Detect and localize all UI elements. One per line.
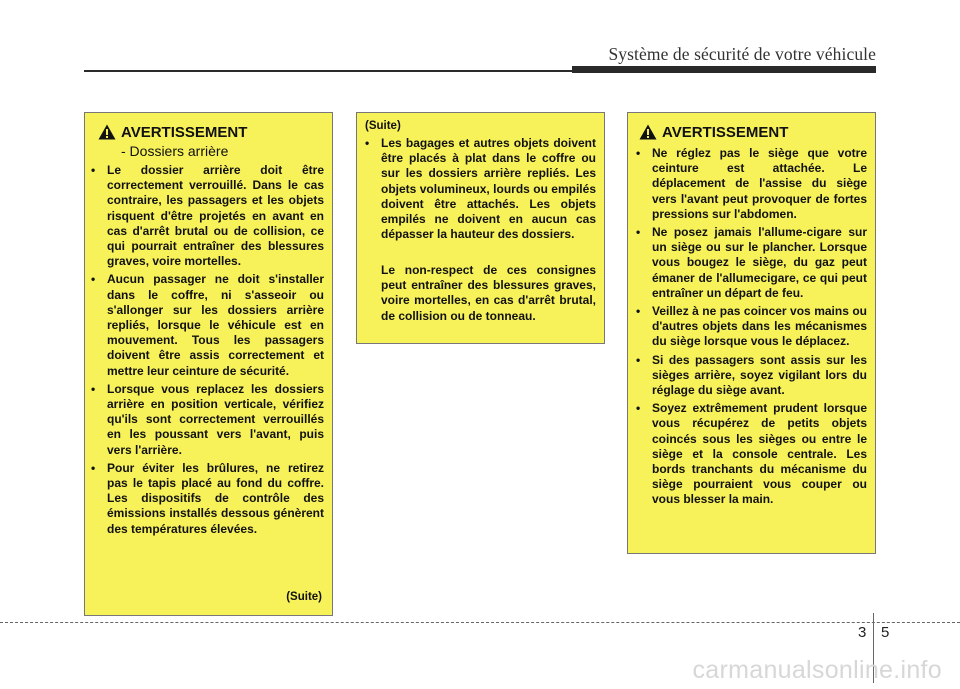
continued-label: (Suite) — [286, 591, 322, 603]
list-item: • Si des passagers sont assis sur les sièges arrière, soyez vigilant lors du réglage du siège avant. — [636, 353, 867, 399]
warning-heading: AVERTISSEMENT — [121, 124, 248, 141]
page-number: 5 — [881, 624, 890, 641]
list-item: • Soyez extrêmement prudent lorsque vous récupérez de petits objets coincés sous les sièges ou entre le siège et la console centrale. Les bords tranchants du mécanisme du siège pourraient vous couper ou vous blesser la main. — [636, 401, 867, 507]
header-rule — [84, 70, 574, 72]
continued-label: (Suite) — [365, 120, 401, 132]
footer-rule — [0, 622, 960, 623]
list-item: • Ne posez jamais l'allume-cigare sur un siège ou sur le plancher. Lorsque vous bougez le siège, du gaz peut émaner de l'allumecigare, ce qui peut entraîner un départ de feu. — [636, 225, 867, 301]
list-item: • Aucun passager ne doit s'installer dans le coffre, ni s'asseoir ou s'allonger sur les dossiers arrière repliés, lorsque le véhicule est en mouvement. Tous les passagers doivent être assis correctement et mettre leur ceinture de sécurité. — [91, 272, 324, 378]
chapter-number: 3 — [858, 624, 867, 641]
warning-paragraph: Le non-respect de ces consignes peut entraîner des blessures graves, voire mortelles, en cas d'arrêt brutal, de collision ou de tonneau. — [381, 263, 596, 323]
watermark: carmanualsonline.info — [692, 656, 942, 684]
list-item: • Ne réglez pas le siège que votre ceinture est attachée. Le déplacement de l'assise du siège vers l'avant peut provoquer de fortes pressions sur l'abdomen. — [636, 146, 867, 222]
warning-heading: AVERTISSEMENT — [662, 124, 789, 141]
warning-triangle-icon — [98, 124, 116, 140]
warning-box-continued — [356, 112, 605, 344]
page-header-title: Système de sécurité de votre véhicule — [608, 44, 876, 64]
warning-list — [91, 163, 324, 540]
warning-subheading: - Dossiers arrière — [121, 143, 229, 159]
header-rule-thick — [572, 66, 876, 73]
list-item: • Pour éviter les brûlures, ne retirez pas le tapis placé au fond du coffre. Les dispositifs de contrôle des émissions installés dessous génèrent des températures élevées. — [91, 461, 324, 537]
list-item: • Les bagages et autres objets doivent être placés à plat dans le coffre ou sur les dossiers arrière repliés. Les objets volumineux, lourds ou empilés doivent être attachés. Les objets empilés ne doivent en aucun cas dépasser la hauteur des dossiers. — [365, 136, 596, 242]
warning-list — [636, 146, 867, 511]
list-item: • Le dossier arrière doit être correctement verrouillé. Dans le cas contraire, les passagers et les objets risquent d'être projetés en avant en cas d'arrêt brutal ou de collision, ce qui pourrait entraîner des blessures graves, voire mortelles. — [91, 163, 324, 269]
warning-box-seat-adjustment — [627, 112, 876, 554]
warning-triangle-icon — [639, 124, 657, 140]
list-item: • Lorsque vous replacez les dossiers arrière en position verticale, vérifiez qu'ils sont correctement verrouillés en les poussant vers l'avant, puis vers l'arrière. — [91, 382, 324, 458]
warning-box-rear-seatbacks — [84, 112, 333, 616]
list-item: • Veillez à ne pas coincer vos mains ou d'autres objets dans les mécanismes du siège lorsque vous le déplacez. — [636, 304, 867, 350]
warning-list — [365, 136, 596, 245]
